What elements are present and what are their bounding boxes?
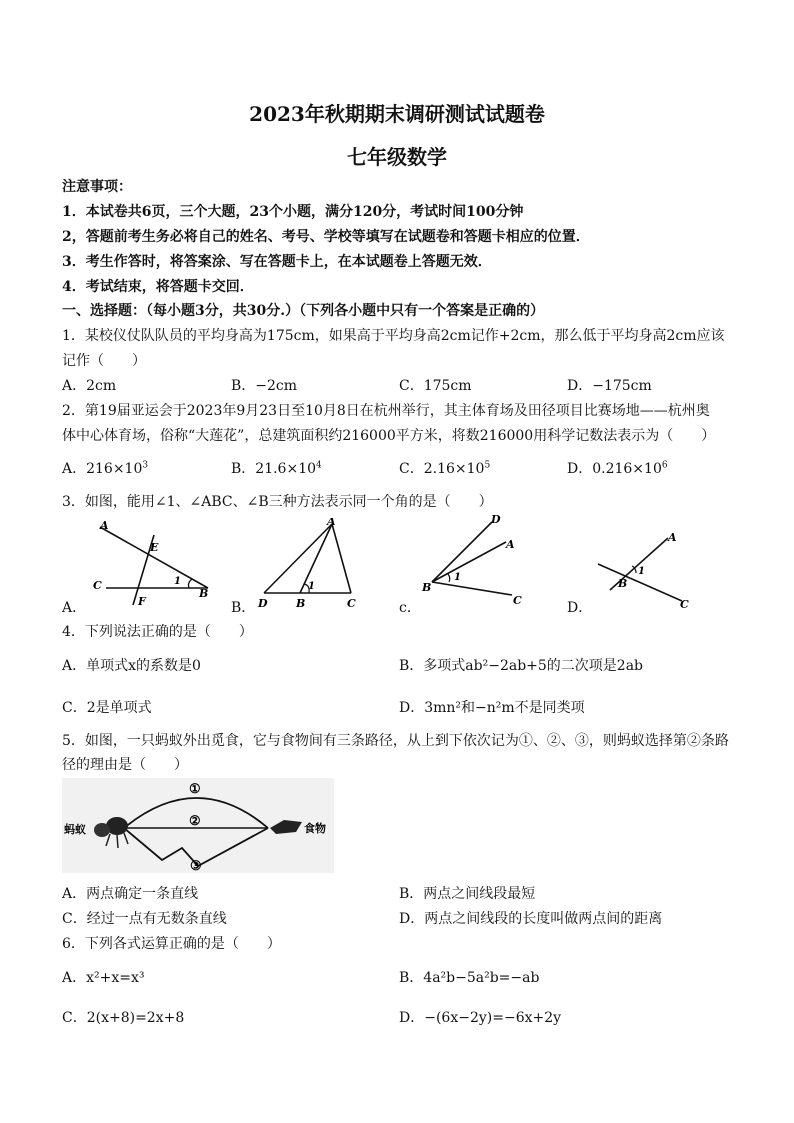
- path-label-2: ②: [189, 814, 201, 829]
- question-5-text: 径的理由是（ ）: [62, 757, 188, 773]
- path-label-1: ①: [189, 782, 201, 797]
- label-d: D: [491, 513, 501, 526]
- section-heading: 一、选择题：（每小题3分，共30分.）（下列各小题中只有一个答案是正确的）: [62, 303, 545, 319]
- question-1-text: 1．某校仪仗队队员的平均身高为175cm，如果高于平均身高2cm记作+2cm，那么低于平均身高2cm应该: [62, 328, 725, 344]
- label-c: C: [93, 579, 102, 592]
- label-d: D: [258, 597, 268, 610]
- q5-option-b: B．两点之间线段最短: [399, 886, 536, 902]
- q1-option-d: D．−175cm: [567, 378, 652, 394]
- q3-figure-d: [592, 528, 712, 617]
- notice-item: 2，答题前考生务必将自己的姓名、考号、学校等填写在试题卷和答题卡相应的位置．: [62, 229, 590, 245]
- label-c: C: [680, 598, 689, 611]
- q6-option-a: A．x²+x=x³: [62, 970, 145, 986]
- q5-option-d: D．两点之间线段的长度叫做两点间的距离: [399, 911, 663, 927]
- exam-title: 2023年秋期期末调研测试试题卷: [249, 102, 545, 126]
- label-c: C: [513, 594, 522, 605]
- label-e: E: [150, 541, 159, 554]
- q6-option-d: D．−(6x−2y)=−6x+2y: [399, 1010, 562, 1026]
- q6-option-b: B．4a²b−5a²b=−ab: [399, 970, 540, 986]
- path-label-3: ③: [190, 859, 202, 873]
- label-b: B: [422, 581, 432, 594]
- label-a: A: [100, 519, 109, 532]
- question-5-text: 5．如图，一只蚂蚁外出觅食，它与食物间有三条路径，从上到下依次记为①、②、③，则蚂蚁选择第②条路: [62, 733, 729, 749]
- question-2-text: 2．第19届亚运会于2023年9月23日至10月8日在杭州举行，其主体育场及田径项目比赛场地——杭州奥: [62, 403, 710, 419]
- q3-figure-c: [420, 510, 540, 609]
- label-b: B: [296, 597, 306, 610]
- q4-option-d: D．3mn²和−n²m不是同类项: [399, 700, 585, 716]
- notice-item: 3．考生作答时，将答案涂、写在答题卡上，在本试题卷上答题无效．: [62, 254, 492, 270]
- q5-option-c: C．经过一点有无数条直线: [62, 911, 227, 927]
- q3-figure-b: [256, 518, 366, 617]
- label-1: 1: [174, 576, 181, 587]
- notice-item: 1．本试卷共6页，三个大题，23个小题，满分120分，考试时间100分钟: [62, 204, 524, 220]
- label-c: C: [347, 597, 356, 610]
- label-a: A: [506, 538, 515, 551]
- q4-option-b: B．多项式ab²−2ab+5的二次项是2ab: [399, 658, 644, 674]
- question-1-text: 记作（ ）: [62, 353, 146, 369]
- q4-option-c: C．2是单项式: [62, 700, 152, 716]
- label-a: A: [668, 531, 677, 544]
- q6-option-c: C．2(x+8)=2x+8: [62, 1010, 185, 1026]
- question-3-text: 3．如图，能用∠1、∠ABC、∠B三种方法表示同一个角的是（ ）: [62, 494, 493, 510]
- q3-figure-a: [88, 515, 218, 614]
- q3-option-b: B．: [231, 600, 256, 616]
- q3-option-d: D．: [567, 600, 593, 616]
- q3-option-a: A．: [62, 600, 87, 616]
- question-4-text: 4．下列说法正确的是（ ）: [62, 624, 253, 640]
- question-2-text: 体中心体育场，俗称“大莲花”，总建筑面积约216000平方米，将数216000用科学记数法表示为（ ）: [62, 428, 716, 444]
- q1-option-b: B．−2cm: [231, 378, 298, 394]
- label-f: F: [138, 595, 146, 608]
- q1-option-a: A．2cm: [62, 378, 117, 394]
- exam-subtitle: 七年级数学: [347, 145, 447, 169]
- q3-option-c: c．: [399, 600, 421, 616]
- q1-option-c: C．175cm: [399, 378, 472, 394]
- q4-option-a: A．单项式x的系数是0: [62, 658, 201, 674]
- label-1: 1: [454, 572, 461, 583]
- notice-heading: 注意事项：: [62, 179, 132, 195]
- label-ant: 蚂蚁: [64, 823, 86, 836]
- q2-option-d: D．$0.216\times 10^6$: [567, 460, 668, 477]
- q5-ant-figure: [62, 778, 334, 877]
- label-1: 1: [308, 581, 315, 592]
- label-b: B: [199, 587, 209, 600]
- q2-option-c: C．$2.16\times 10^5$: [399, 460, 491, 477]
- label-b: B: [618, 577, 628, 590]
- q5-option-a: A．两点确定一条直线: [62, 886, 199, 902]
- label-a: A: [327, 518, 336, 528]
- notice-item: 4．考试结束，将答题卡交回．: [62, 279, 254, 295]
- question-6-text: 6．下列各式运算正确的是（ ）: [62, 936, 281, 952]
- q2-option-b: B．$21.6\times 10^4$: [231, 460, 322, 477]
- label-food: 食物: [304, 822, 326, 835]
- label-1: 1: [638, 566, 645, 577]
- q2-option-a: A．$216\times 10^3$: [62, 460, 149, 477]
